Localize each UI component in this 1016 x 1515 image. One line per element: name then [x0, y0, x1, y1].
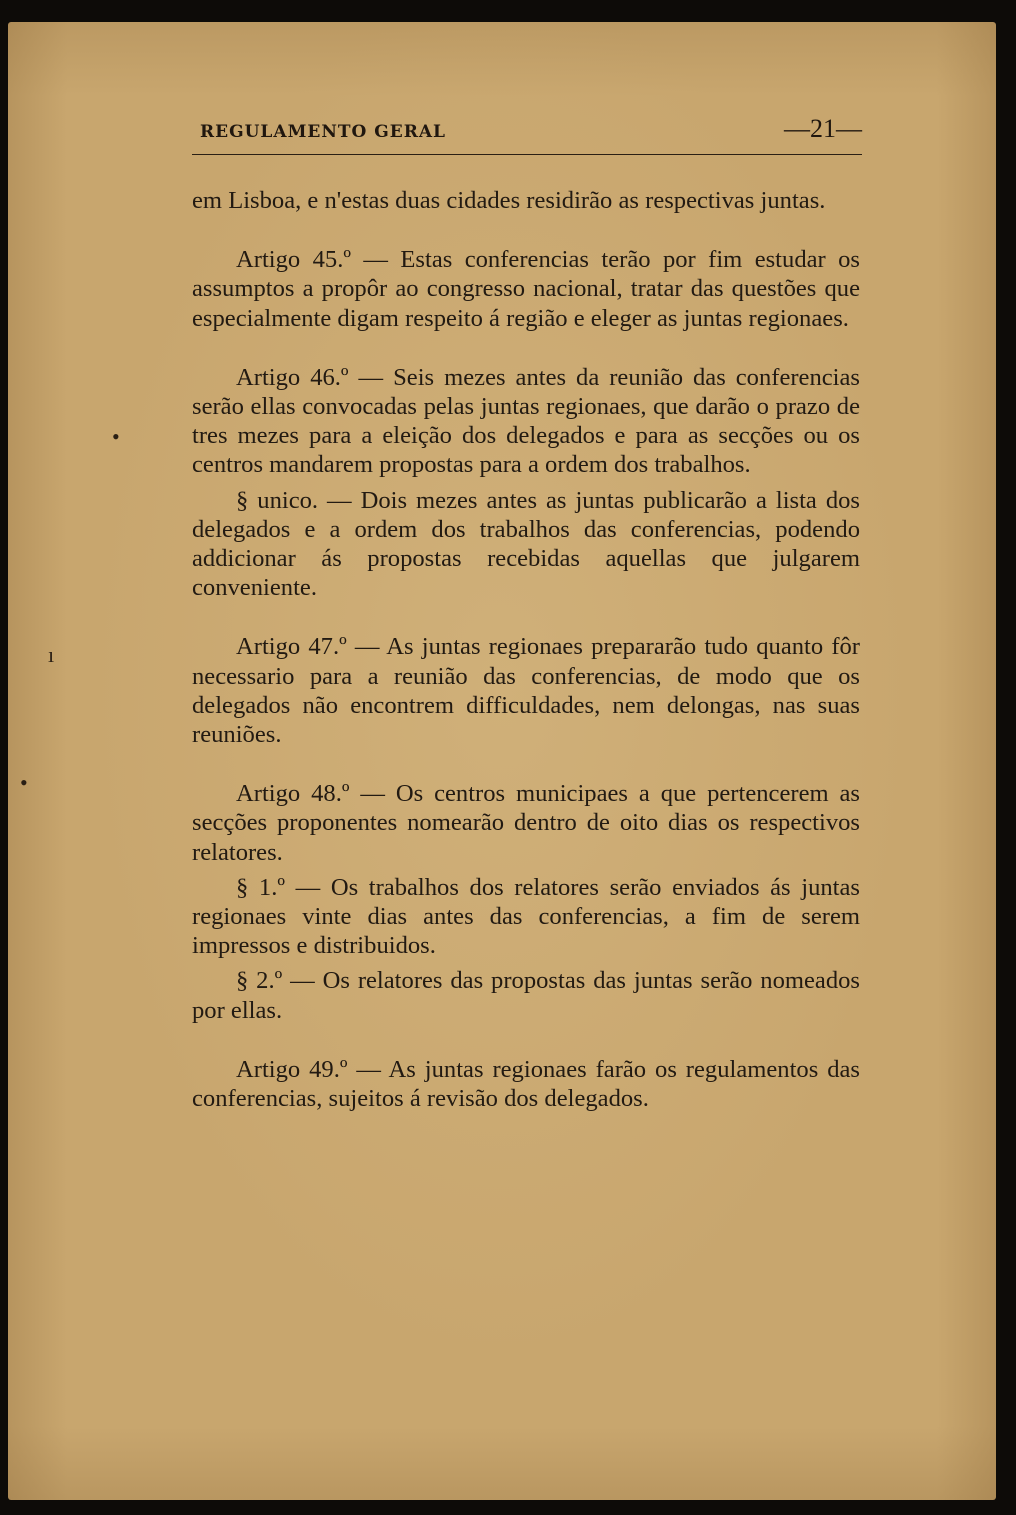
article-48: Artigo 48.º — Os centros municipaes a que pertencerem as secções proponentes nomearão dentro de oito dias os respectivos relatores.	[192, 780, 860, 866]
margin-speck-mark: •	[20, 770, 28, 795]
page-number: —21—	[784, 114, 862, 143]
paragraph-continuation: em Lisboa, e n'estas duas cidades residirão as respectivas juntas.	[192, 187, 826, 214]
article-45: Artigo 45.º — Estas conferencias terão por fim estudar os assumptos a propôr ao congresso nacional, tratar das questões que especialmente digam respeito á região e eleger as juntas regionaes.	[192, 246, 860, 332]
margin-speck-mark: •	[112, 424, 120, 449]
running-title: REGULAMENTO GERAL	[200, 122, 447, 142]
margin-speck-mark: ı	[48, 642, 55, 667]
article-48-paragraph-2: § 2.º — Os relatores das propostas das juntas serão nomeados por ellas.	[192, 967, 860, 1024]
body-text	[192, 186, 860, 1113]
article-46-sole-paragraph: § unico. — Dois mezes antes as juntas publicarão a lista dos delegados e a ordem dos trabalhos das conferencias, podendo addicionar ás propostas recebidas aquellas que julgarem conveniente.	[192, 486, 860, 602]
running-header	[192, 114, 862, 155]
article-48-paragraph-1: § 1.º — Os trabalhos dos relatores serão enviados ás juntas regionaes vinte dias antes das conferencias, a fim de serem impressos e distribuidos.	[192, 873, 860, 960]
article-47: Artigo 47.º — As juntas regionaes prepararão tudo quanto fôr necessario para a reunião das conferencias, de modo que os delegados não encontrem difficuldades, nem delongas, nas suas reuniões.	[192, 633, 860, 749]
article-49: Artigo 49.º — As juntas regionaes farão os regulamentos das conferencias, sujeitos á revisão dos delegados.	[192, 1055, 860, 1113]
article-46: Artigo 46.º — Seis mezes antes da reunião das conferencias serão ellas convocadas pelas juntas regionaes, que darão o prazo de tres mezes para a eleição dos delegados e para as secções ou os centros mandarem propostas para a ordem dos trabalhos.	[192, 363, 860, 479]
